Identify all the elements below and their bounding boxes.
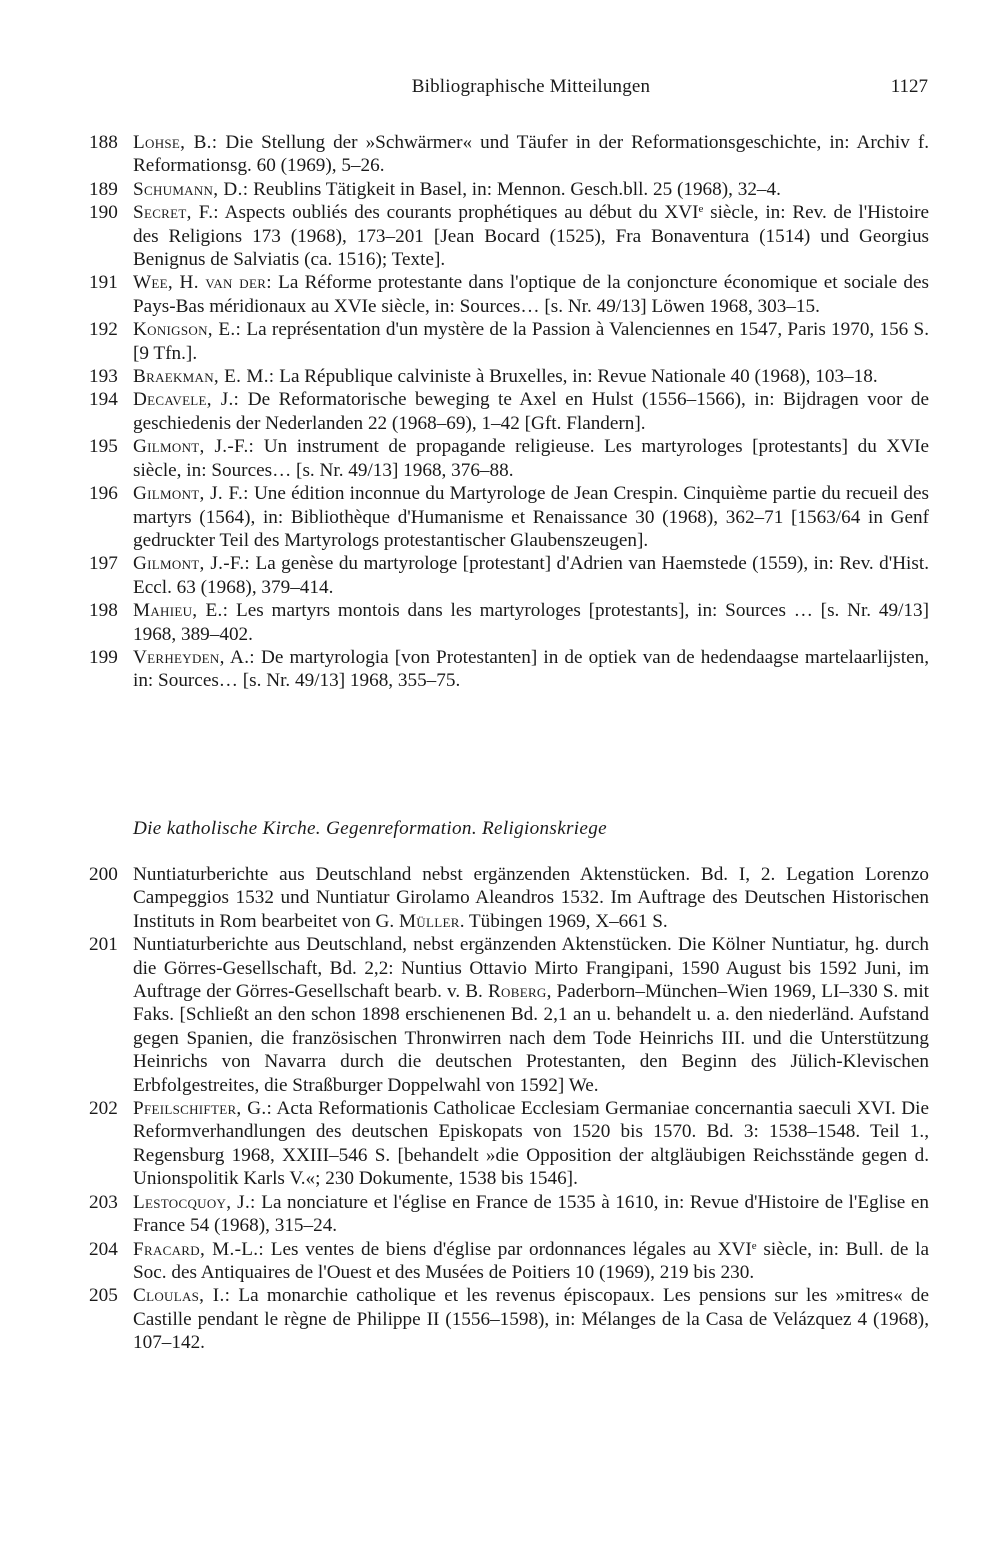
page-header — [134, 76, 928, 104]
entry-text-continued: siècle, in: Rev. de l'Histoire des Religions 173 (1968), 173–201 [Jean Bocard (1525), Fra Bonaventura (1514) und Georgius Benignus de Salviatis (ca. 1516); Texte]. — [133, 202, 929, 271]
entry-body — [133, 483, 929, 551]
entry-number: 197 — [89, 553, 118, 575]
bibliography-entry — [89, 1097, 929, 1191]
entry-number: 195 — [89, 436, 118, 458]
bibliography-entry — [89, 178, 929, 201]
entry-number: 204 — [89, 1238, 118, 1260]
entry-body — [133, 179, 781, 200]
entry-text: Les martyrs montois dans les martyrologes [protestants], in: Sources … [s. Nr. 49/13] 1968, 389–402. — [133, 600, 929, 645]
entry-author: Gilmont, J. F.: — [133, 483, 249, 505]
bibliography-entry — [89, 933, 929, 1097]
entry-number: 190 — [89, 202, 118, 224]
entry-text: Acta Reformationis Catholicae Ecclesiam Germaniae concernantia saeculi XVI. Die Reformverhandlungen des deutschen Episkopats von 1520 bis 1570. Bd. 3: 1538–1548. Teil 1., Regensburg 1968, XXIII–546 S. [behandelt »die Opposition der altgläubigen Reichsstände gegen d. Unionspolitik Karls V.«; 230 Dokumente, 1538 bis 1546]. — [133, 1098, 929, 1190]
entry-text: Die Stellung der »Schwärmer« und Täufer in der Reformationsgeschichte, in: Archiv f. Reformationsg. 60 (1969), 5–26. — [133, 132, 930, 177]
entry-text: Nuntiaturberichte aus Deutschland nebst ergänzenden Aktenstücken. Bd. I, 2. Legation Lorenzo Campeggios 1532 und Nuntiatur Girolamo Aleandros 1532. Im Auftrage des Deutschen Historischen Instituts in Rom bearbeitet von G. — [133, 864, 929, 932]
entry-body — [133, 1285, 929, 1353]
entry-author: Braekman, E. M.: — [133, 366, 275, 388]
entry-text: Nuntiaturberichte aus Deutschland, nebst ergänzenden Aktenstücken. Die Kölner Nuntiatur, hg. durch die Görres-Gesellschaft, Bd. 2,2: Nuntius Ottavio Mirto Frangipani, 1590 August bis 1592 Juni, im Auftrage der Görres-Gesellschaft bearb. v. B. — [133, 934, 929, 1003]
bibliography-entry — [89, 131, 929, 178]
entry-author: Secret, F.: — [133, 202, 219, 224]
superscript: e — [698, 203, 704, 216]
bibliography-entry — [89, 435, 929, 482]
bibliography-list-catholic-church — [89, 863, 929, 1355]
entry-body — [133, 389, 929, 433]
superscript: e — [751, 1239, 757, 1252]
entry-author: Schumann, D.: — [133, 178, 249, 200]
entry-text: La Réforme protestante dans l'optique de la conjoncture économique et sociale des Pays-Bas méridionaux au XVIe siècle, in: Sources… [s. Nr. 49/13] Löwen 1968, 303–15. — [133, 272, 929, 317]
entry-number: 192 — [89, 319, 118, 341]
entry-text: Un instrument de propagande religieuse. Les martyrologes [protestants] du XVIe siècle, in: Sources… [s. Nr. 49/13] 1968, 376–88. — [133, 436, 929, 481]
bibliography-entry — [89, 1191, 929, 1238]
entry-body — [133, 132, 929, 176]
entry-author: Müller — [398, 910, 460, 932]
entry-text-continued: . Tübingen 1969, X–661 S. — [459, 910, 668, 932]
running-title: Bibliographische Mitteilungen — [411, 76, 651, 97]
entry-number: 189 — [89, 178, 118, 200]
entry-number: 193 — [89, 366, 118, 388]
bibliography-entry — [89, 388, 929, 435]
bibliography-entry — [89, 201, 929, 271]
bibliography-list-reformation — [89, 131, 929, 693]
entry-number: 196 — [89, 483, 118, 505]
entry-author: Fracard, M.-L.: — [133, 1238, 265, 1260]
entry-author: Mahieu, E.: — [133, 600, 229, 622]
entry-author: Lohse, B.: — [133, 132, 218, 153]
entry-text: De Reformatorische beweging te Axel en Hulst (1556–1566), in: Bijdragen voor de geschiedenis der Nederlanden 22 (1968–69), 1–42 [Gft. Flandern]. — [133, 389, 930, 434]
entry-body — [133, 1098, 929, 1189]
bibliography-entry — [89, 863, 929, 933]
entry-text-continued: siècle, in: Bull. de la Soc. des Antiquaires de l'Ouest et des Musées de Poitiers 10 (1969), 219 bis 230. — [133, 1238, 929, 1283]
entry-body — [133, 647, 929, 691]
bibliography-entry — [89, 271, 929, 318]
entry-number: 198 — [89, 600, 118, 622]
entry-body — [133, 600, 929, 644]
entry-body — [133, 272, 929, 316]
entry-number: 201 — [89, 934, 118, 956]
entry-text: La représentation d'un mystère de la Passion à Valenciennes en 1547, Paris 1970, 156 S. [9 Tfn.]. — [133, 319, 929, 364]
entry-body — [133, 1192, 929, 1236]
bibliography-entry — [89, 646, 929, 693]
entry-text: Aspects oubliés des courants prophétiques au début du XVI — [218, 202, 699, 224]
entry-author: Pfeilschifter, G.: — [133, 1098, 273, 1120]
entry-text: La République calviniste à Bruxelles, in: Revue Nationale 40 (1968), 103–18. — [274, 366, 878, 388]
entry-author: Decavele, J.: — [133, 389, 240, 411]
bibliography-entry — [89, 318, 929, 365]
entry-body — [133, 864, 929, 932]
entry-text-continued: , Paderborn–München–Wien 1969, LI–330 S. mit Faks. [Schließt an den schon 1898 erschienenen Bd. 2,1 an u. behandelt u. a. den niederländ. Aufstand gegen Spanien, die französischen Thronwirren nach dem Tode Heinrichs III. und die Unterstützung Heinrichs von Navarra durch die deutschen Protestanten, den Beginn des Jülich-Klevischen Erbfolgestreites, die Straßburger Doppelwahl von 1592] We. — [133, 981, 929, 1096]
entry-body — [133, 553, 929, 597]
entry-author: Roberg — [487, 981, 547, 1003]
entry-text: Les ventes de biens d'église par ordonnances légales au XVI — [264, 1238, 752, 1260]
entry-author: Verheyden, A.: — [133, 646, 255, 668]
entry-number: 205 — [89, 1285, 118, 1307]
entry-number: 188 — [89, 132, 118, 153]
entry-body — [133, 436, 929, 480]
entry-number: 199 — [89, 646, 118, 668]
entry-body — [133, 1239, 929, 1283]
bibliography-entry — [89, 482, 929, 552]
bibliography-entry — [89, 1238, 929, 1285]
entry-number: 202 — [89, 1098, 118, 1120]
entry-number: 200 — [89, 864, 118, 885]
entry-text: De martyrologia [von Protestanten] in de optiek van de hedendaagse martelaarlijsten, in: Sources… [s. Nr. 49/13] 1968, 355–75. — [133, 646, 929, 692]
entry-text: Reublins Tätigkeit in Basel, in: Mennon. Gesch.bll. 25 (1968), 32–4. — [248, 178, 781, 200]
entry-author: Gilmont, J.-F.: — [133, 436, 255, 458]
entry-text: La monarchie catholique et les revenus épiscopaux. Les pensions sur les »mitres« de Castille pendant le règne de Philippe II (1556–1598), in: Mélanges de la Casa de Velázquez 4 (1968), 107–142. — [133, 1285, 929, 1354]
entry-author: Wee, H. van der: — [133, 272, 272, 294]
entry-body — [133, 202, 929, 270]
section-heading: Die katholische Kirche. Gegenreformation. Religionskriege — [133, 818, 607, 839]
entry-author: Gilmont, J.-F.: — [133, 553, 251, 575]
entry-number: 194 — [89, 389, 118, 411]
entry-author: Konigson, E.: — [133, 319, 242, 341]
bibliography-entry — [89, 599, 929, 646]
bibliography-entry — [89, 365, 929, 388]
entry-body — [133, 319, 929, 363]
entry-text: La genèse du martyrologe [protestant] d'Adrien van Haemstede (1559), in: Rev. d'Hist. Eccl. 63 (1968), 379–414. — [133, 553, 929, 598]
bibliography-entry — [89, 1284, 929, 1354]
entry-body — [133, 934, 929, 1095]
bibliography-entry — [89, 552, 929, 599]
entry-author: Lestocquoy, J.: — [133, 1191, 256, 1213]
entry-text: Une édition inconnue du Martyrologe de Jean Crespin. Cinquième partie du recueil des martyrs (1564), in: Bibliothèque d'Humanisme et Renaissance 30 (1968), 362–71 [1563/64 in Genf gedruckter Teil des Martyrologs protestantischer Glaubenszeugen]. — [133, 483, 929, 551]
entry-number: 203 — [89, 1191, 118, 1213]
entry-author: Cloulas, I.: — [133, 1285, 231, 1307]
page-number: 1127 — [890, 76, 928, 97]
entry-text: La nonciature et l'église en France de 1535 à 1610, in: Revue d'Histoire de l'Eglise en France 54 (1968), 315–24. — [133, 1191, 929, 1237]
entry-number: 191 — [89, 272, 118, 294]
entry-body — [133, 366, 878, 387]
